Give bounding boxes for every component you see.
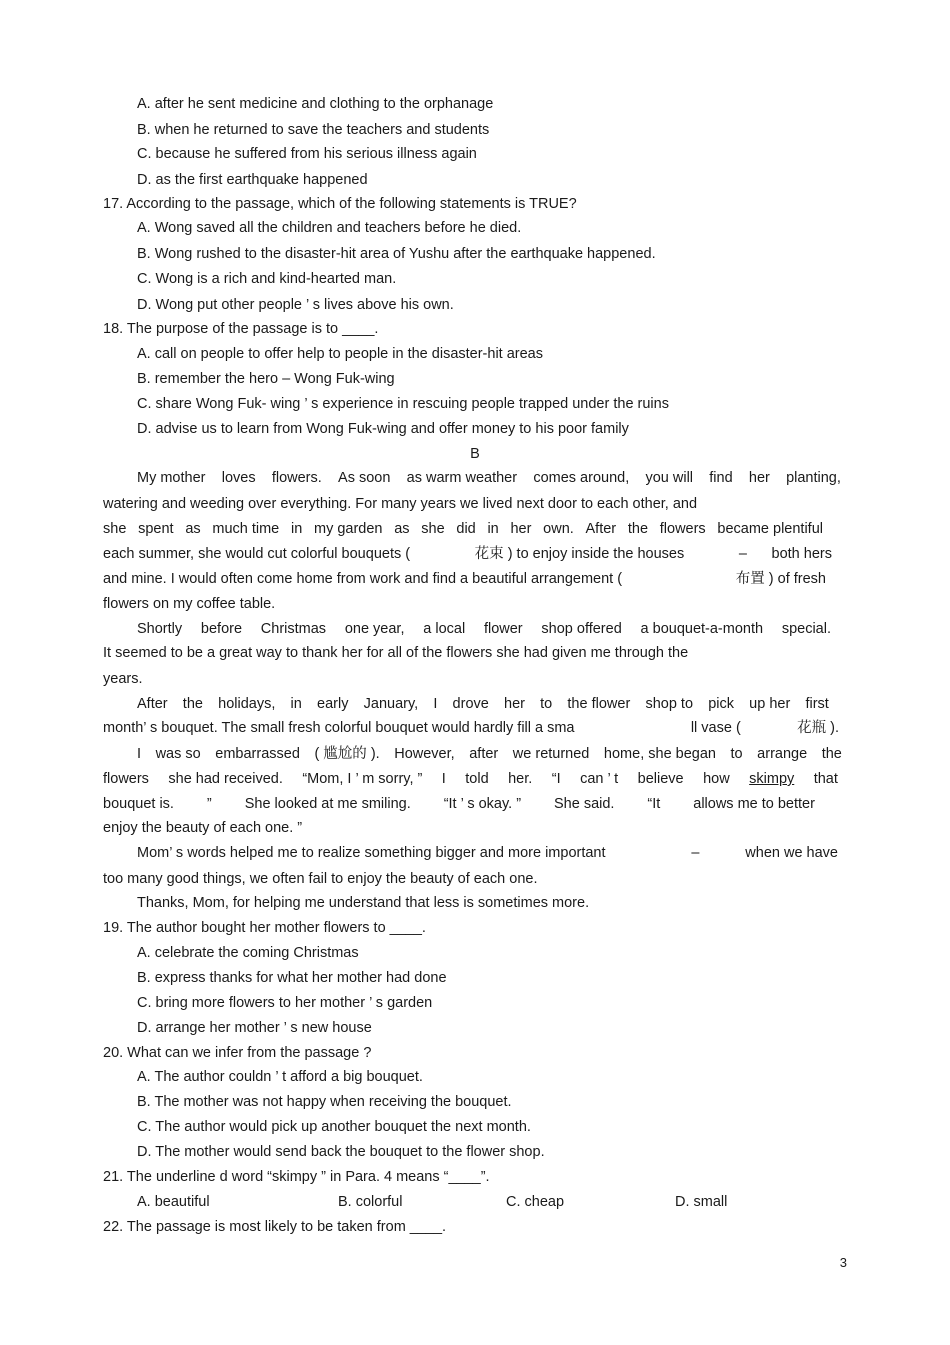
- q17-stem: 17. According to the passage, which of the following statements is TRUE?: [103, 196, 577, 212]
- para5-line1: Mom’ s words helped me to realize something bigger and more important – when we have: [137, 845, 838, 861]
- para4-line2: flowers she had received. “Mom, I ’ m sorry, ” I told her. “I can ’ t believe how skimpy that: [103, 771, 838, 787]
- para1-line1: My mother loves flowers. As soon as warm weather comes around, you will find her planting,: [137, 470, 841, 486]
- q17-option-c: C. Wong is a rich and kind-hearted man.: [137, 271, 397, 287]
- q17-option-b: B. Wong rushed to the disaster-hit area of Yushu after the earthquake happened.: [137, 246, 656, 262]
- q20-option-d: D. The mother would send back the bouquet to the flower shop.: [137, 1144, 545, 1160]
- q20-option-a: A. The author couldn ’ t afford a big bouquet.: [137, 1069, 423, 1085]
- para1-line4: each summer, she would cut colorful bouquets ( 花束 ) to enjoy inside the houses – both hers: [103, 546, 832, 562]
- q17-option-d: D. Wong put other people ’ s lives above his own.: [137, 297, 454, 313]
- para6-line1: Thanks, Mom, for helping me understand that less is sometimes more.: [137, 895, 590, 911]
- q20-stem: 20. What can we infer from the passage ?: [103, 1045, 372, 1061]
- q16-option-d: D. as the first earthquake happened: [137, 172, 368, 188]
- para5-line2: too many good things, we often fail to enjoy the beauty of each one.: [103, 871, 538, 887]
- q19-option-b: B. express thanks for what her mother had done: [137, 970, 447, 986]
- q22-stem: 22. The passage is most likely to be taken from ____.: [103, 1219, 447, 1235]
- para2-line3: years.: [103, 671, 143, 687]
- para4-line3: bouquet is. ” She looked at me smiling. “It ’ s okay. ” She said. “It allows me to better: [103, 796, 815, 812]
- para4-line4: enjoy the beauty of each one. ”: [103, 820, 303, 836]
- q19-option-a: A. celebrate the coming Christmas: [137, 945, 359, 961]
- para3-line2: month’ s bouquet. The small fresh colorful bouquet would hardly fill a sma ll vase ( 花瓶 ).: [103, 720, 839, 736]
- q21-option-c: C. cheap: [506, 1194, 565, 1210]
- q16-option-b: B. when he returned to save the teachers and students: [137, 122, 490, 138]
- q20-option-c: C. The author would pick up another bouquet the next month.: [137, 1119, 531, 1135]
- q18-option-c: C. share Wong Fuk- wing ’ s experience in rescuing people trapped under the ruins: [137, 396, 669, 412]
- q21-option-b: B. colorful: [338, 1194, 403, 1210]
- para1-line2: watering and weeding over everything. For many years we lived next door to each other, and: [103, 496, 698, 512]
- q16-option-a: A. after he sent medicine and clothing to the orphanage: [137, 96, 494, 112]
- q21-option-a: A. beautiful: [137, 1194, 210, 1210]
- q18-option-b: B. remember the hero – Wong Fuk-wing: [137, 371, 395, 387]
- para3-line1: After the holidays, in early January, I drove her to the flower shop to pick up her first: [137, 696, 829, 712]
- q19-option-d: D. arrange her mother ’ s new house: [137, 1020, 372, 1036]
- q17-option-a: A. Wong saved all the children and teachers before he died.: [137, 220, 522, 236]
- section-b-heading: B: [470, 446, 480, 462]
- page-number: 3: [839, 1255, 847, 1270]
- para4-line1: I was so embarrassed ( 尴尬的 ). However, after we returned home, she began to arrange the: [137, 746, 842, 762]
- para1-line6: flowers on my coffee table.: [103, 596, 276, 612]
- q21-option-d: D. small: [675, 1194, 728, 1210]
- q18-stem: 18. The purpose of the passage is to ____.: [103, 321, 379, 337]
- q20-option-b: B. The mother was not happy when receiving the bouquet.: [137, 1094, 512, 1110]
- q18-option-d: D. advise us to learn from Wong Fuk-wing and offer money to his poor family: [137, 421, 629, 437]
- skimpy-underlined-word: skimpy: [749, 771, 795, 787]
- q19-option-c: C. bring more flowers to her mother ’ s garden: [137, 995, 433, 1011]
- q18-option-a: A. call on people to offer help to people in the disaster-hit areas: [137, 346, 543, 362]
- q21-stem: 21. The underline d word “skimpy ” in Para. 4 means “____”.: [103, 1169, 490, 1185]
- para1-line3: she spent as much time in my garden as she did in her own. After the flowers became plentiful: [103, 521, 823, 537]
- para2-line1: Shortly before Christmas one year, a local flower shop offered a bouquet-a-month special.: [137, 621, 831, 637]
- para1-line5: and mine. I would often come home from work and find a beautiful arrangement ( 布置 ) of fresh: [103, 571, 826, 587]
- para2-line2: It seemed to be a great way to thank her for all of the flowers she had given me through the: [103, 645, 689, 661]
- q16-option-c: C. because he suffered from his serious illness again: [137, 146, 477, 162]
- q19-stem: 19. The author bought her mother flowers to ____.: [103, 920, 426, 936]
